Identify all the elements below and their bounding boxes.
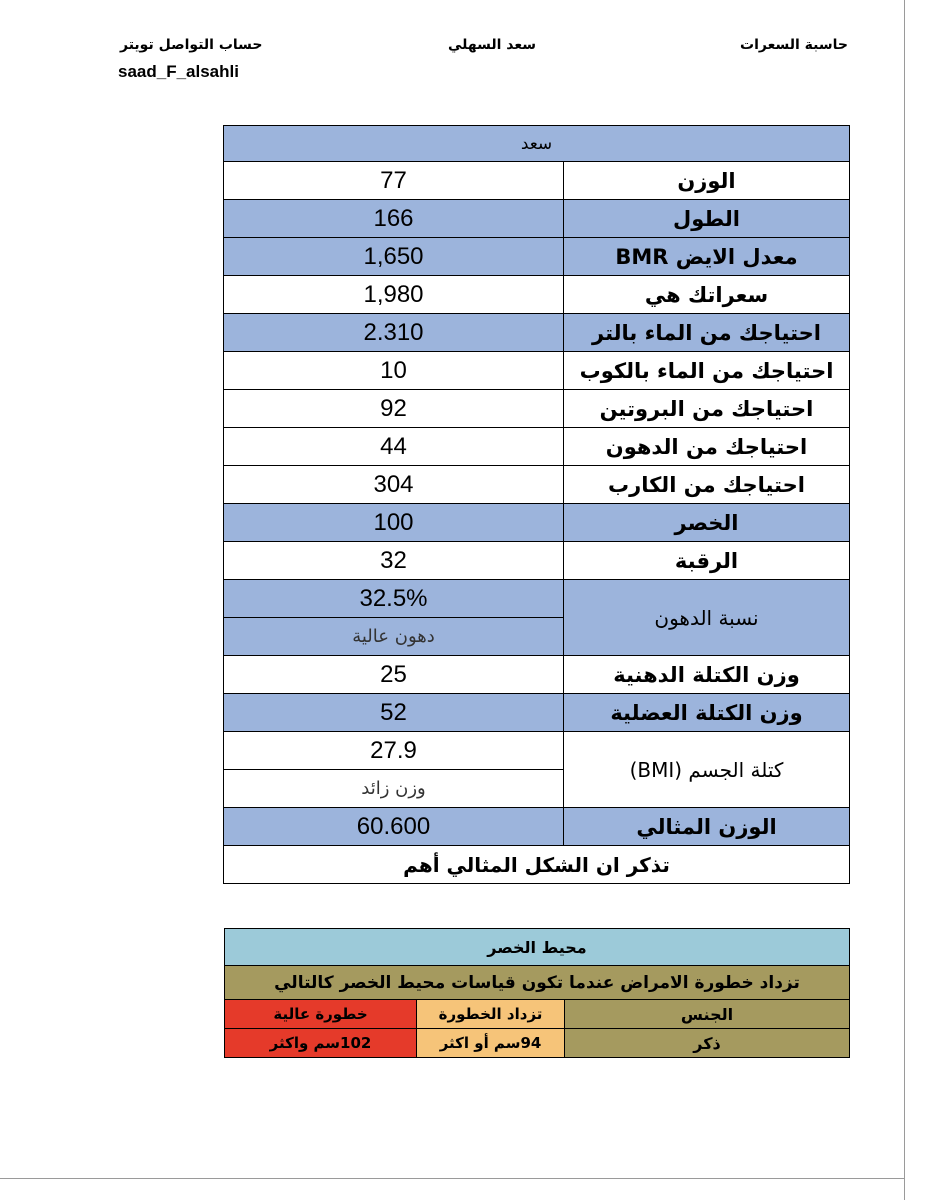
protein-value: 92 <box>224 390 564 428</box>
page-edge-bottom <box>0 1178 905 1179</box>
table-row <box>224 808 850 846</box>
table-row <box>224 504 850 542</box>
high-risk-header: خطورة عالية <box>225 1000 417 1029</box>
gender-header: الجنس <box>565 1000 850 1029</box>
table-row <box>224 694 850 732</box>
waist-table-title: محيط الخصر <box>225 929 850 966</box>
water-liters-value: 2.310 <box>224 314 564 352</box>
table-row <box>224 390 850 428</box>
muscle-mass-label: وزن الكتلة العضلية <box>564 694 850 732</box>
footer-note: تذكر ان الشكل المثالي أهم <box>224 846 850 884</box>
bmi-value: 27.9 <box>224 732 564 770</box>
fat-percentage-note: دهون عالية <box>224 618 564 656</box>
calories-value: 1,980 <box>224 276 564 314</box>
page-edge-right <box>904 0 905 1200</box>
waist-risk-table <box>224 928 850 1058</box>
increased-risk-value: 94سم أو اكثر <box>417 1029 565 1058</box>
table-row <box>224 542 850 580</box>
bmr-value: 1,650 <box>224 238 564 276</box>
table-row <box>224 466 850 504</box>
table-row <box>224 200 850 238</box>
ideal-weight-value: 60.600 <box>224 808 564 846</box>
author-name: سعد السهلي <box>448 37 537 53</box>
neck-label: الرقبة <box>564 542 850 580</box>
water-liters-label: احتياجك من الماء بالتر <box>564 314 850 352</box>
gender-value: ذكر <box>565 1029 850 1058</box>
twitter-label: حساب التواصل تويتر <box>120 37 263 53</box>
carb-label: احتياجك من الكارب <box>564 466 850 504</box>
carb-value: 304 <box>224 466 564 504</box>
bmi-label: كتلة الجسم (BMI) <box>564 732 850 808</box>
water-cups-value: 10 <box>224 352 564 390</box>
waist-value: 100 <box>224 504 564 542</box>
table-row <box>224 656 850 694</box>
calculator-title: حاسبة السعرات <box>740 37 848 53</box>
table-row <box>224 732 850 770</box>
neck-value: 32 <box>224 542 564 580</box>
bmr-label: معدل الايض BMR <box>564 238 850 276</box>
muscle-mass-value: 52 <box>224 694 564 732</box>
increased-risk-header: تزداد الخطورة <box>417 1000 565 1029</box>
height-label: الطول <box>564 200 850 238</box>
protein-label: احتياجك من البروتين <box>564 390 850 428</box>
fat-need-value: 44 <box>224 428 564 466</box>
ideal-weight-label: الوزن المثالي <box>564 808 850 846</box>
fat-need-label: احتياجك من الدهون <box>564 428 850 466</box>
waist-label: الخصر <box>564 504 850 542</box>
fat-percentage-value: 32.5% <box>224 580 564 618</box>
height-value: 166 <box>224 200 564 238</box>
fat-percentage-label: نسبة الدهون <box>564 580 850 656</box>
results-table <box>223 125 850 884</box>
table-row <box>224 314 850 352</box>
weight-value: 77 <box>224 162 564 200</box>
calories-label: سعراتك هي <box>564 276 850 314</box>
waist-table-subtitle: تزداد خطورة الامراض عندما تكون قياسات محيط الخصر كالتالي <box>225 966 850 1000</box>
weight-label: الوزن <box>564 162 850 200</box>
table-title: سعد <box>224 126 850 162</box>
table-row <box>224 428 850 466</box>
high-risk-value: 102سم واكثر <box>225 1029 417 1058</box>
twitter-handle: saad_F_alsahli <box>118 62 239 81</box>
bmi-note: وزن زائد <box>224 770 564 808</box>
table-row <box>224 238 850 276</box>
table-row <box>224 580 850 618</box>
table-row <box>224 352 850 390</box>
fat-mass-value: 25 <box>224 656 564 694</box>
table-row <box>224 162 850 200</box>
fat-mass-label: وزن الكتلة الدهنية <box>564 656 850 694</box>
water-cups-label: احتياجك من الماء بالكوب <box>564 352 850 390</box>
table-row <box>224 276 850 314</box>
